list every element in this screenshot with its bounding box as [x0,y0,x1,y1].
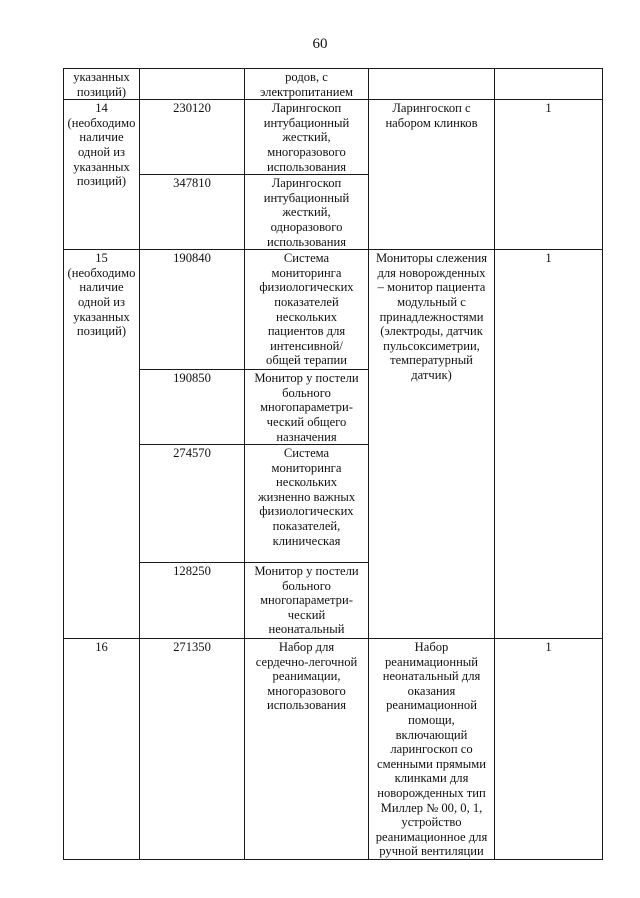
code-cell: 230120 [140,100,245,175]
row-number-cell: 15 (необходимо наличие одной из указанных позиций) [64,250,140,639]
quantity-cell: 1 [495,639,603,860]
row-number-cell: 14 (необходимо наличие одной из указанных позиций) [64,100,140,250]
code-cell: 274570 [140,445,245,563]
row-number-cell: указанных позиций) [64,69,140,100]
quantity-cell [495,69,603,100]
code-cell [140,69,245,100]
page-number: 60 [312,36,328,52]
name-cell: Монитор у постели больного многопараметри- ческий неонатальный [245,563,369,639]
quantity-cell: 1 [495,250,603,639]
table-row-16 [64,639,603,860]
name-cell: Монитор у постели больного многопараметри- ческий общего назначения [245,370,369,445]
equipment-cell [369,69,495,100]
name-cell: Набор для сердечно-легочной реанимации, многоразового использования [245,639,369,860]
code-cell: 190850 [140,370,245,445]
code-cell: 128250 [140,563,245,639]
table-row-15 [64,250,603,370]
row-number-cell: 16 [64,639,140,860]
equipment-cell: Набор реанимационный неонатальный для оказания реанимационной помощи, включающий ларингоскоп со сменными прямыми клинками для новорожденных тип Миллер № 00, 0, 1, устройство реанимационное для ручной вентиляции [369,639,495,860]
equipment-cell: Ларингоскоп с набором клинков [369,100,495,250]
code-cell: 347810 [140,175,245,250]
equipment-cell: Мониторы слежения для новорожденных – монитор пациента модульный с принадлежностями (электроды, датчик пульсоксиметрии, температурный датчик) [369,250,495,639]
name-cell: Ларингоскоп интубационный жесткий, одноразового использования [245,175,369,250]
name-cell: родов, с электропитанием [245,69,369,100]
name-cell: Ларингоскоп интубационный жесткий, многоразового использования [245,100,369,175]
equipment-table [63,68,603,860]
table-row-14 [64,100,603,175]
code-cell: 190840 [140,250,245,370]
quantity-cell: 1 [495,100,603,250]
name-cell: Система мониторинга физиологических показателей нескольких пациентов для интенсивной/ общей терапии [245,250,369,370]
code-cell: 271350 [140,639,245,860]
name-cell: Система мониторинга нескольких жизненно важных физиологических показателей, клиническая [245,445,369,563]
table-row-continued [64,69,603,100]
